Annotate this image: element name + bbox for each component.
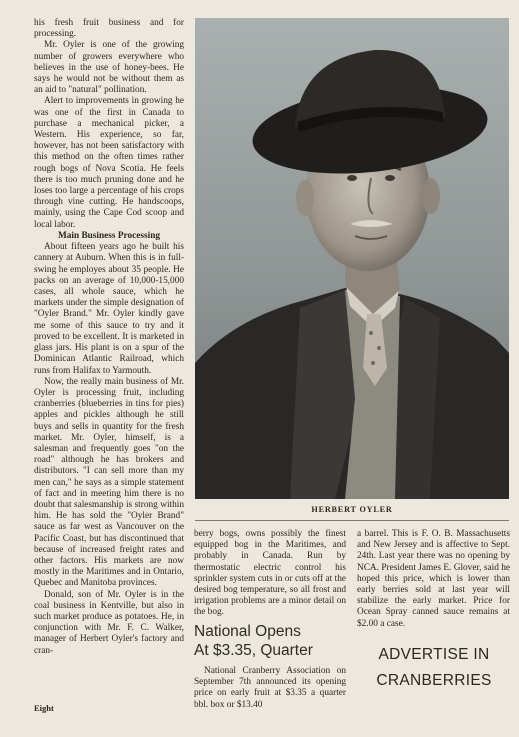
- caption-divider: [195, 520, 509, 521]
- article-paragraph: Mr. Oyler is one of the growing number of growers everywhere who believes in the use of honey-bees. He says he would not be without them as an aid to "natural" pollination.: [34, 40, 184, 96]
- advertisement-block: [365, 642, 503, 694]
- portrait-illustration: [195, 18, 509, 499]
- news-item: [194, 622, 346, 711]
- article-paragraph: Donald, son of Mr. Oyler is in the coal business in Kentville, but also in such market produce as potatoes. He, in conjunction with Mr. F. C. Walker, manager of Herbert Oyler's factory and cran-: [34, 589, 184, 656]
- right-article-column: [357, 529, 510, 630]
- news-headline-line: At $3.35, Quarter: [194, 642, 313, 659]
- advertisement-line: CRANBERRIES: [376, 672, 492, 689]
- news-headline-line: National Opens: [194, 623, 301, 640]
- news-body: National Cranberry Association on September 7th announced its opening price on early fruit at $3.35 a quarter bbl. box or $13.40: [194, 666, 346, 710]
- advertisement-line: ADVERTISE IN: [378, 646, 490, 663]
- left-article-column: [34, 18, 184, 657]
- article-paragraph: Alert to improvements in growing he was one of the first in Canada to purchase a mechanical picker, a Western. His experience, so far, however, has not been satisfactory with this method on the often times rather rough bogs of Nova Scotia. He feels there is too much pruning done and he loses too large a percentage of his crops through vine cutting. He handscoops, mainly, using the Cape Cod scoop and local labor.: [34, 96, 184, 230]
- article-paragraph: Now, the really main business of Mr. Oyler is processing fruit, including cranberries (blueberries in tins for pies) apples and pickles although he still buys and sells in quantity for the fresh market. Mr. Oyler, himself, is a salesman and frequently goes "on the road" although he has brokers and distributors. "I can sell more than my men can," he says as a simple statement of fact and in meeting him there is no doubt that salesmanship is strong within him. He has sold the "Oyler Brand" sauce as far west as Vancouver on the Pacific Coast, but has discontinued that because of increased freight rates and other factors. His markets are now mostly in the Maritimes and in Ontario, Quebec and Manitoba provinces.: [34, 376, 184, 589]
- article-paragraph: berry bogs, owns possibly the finest equipped bog in the Maritimes, and probably in Canada. Run by thermostatic electric control his sprinkler system cuts in or cuts off at the desired bog temperature, so all frost and irrigation problems are a minor detail on the bog.: [194, 529, 346, 618]
- article-paragraph: his fresh fruit business and for processing.: [34, 18, 184, 40]
- photo-caption: HERBERT OYLER: [311, 505, 393, 514]
- article-paragraph: a barrel. This is F. O. B. Massachusetts and New Jersey and is affective to Sept. 24th. Last year there was no opening by NCA. President James E. Glover, said he hoped this price, which is lower than early berries sold at last year will stabilize the early market. Price for Ocean Spray canned sauce remains at $2.00 a case.: [357, 529, 510, 629]
- portrait-photo: [195, 18, 509, 499]
- article-paragraph: About fifteen years ago he built his cannery at Auburn. When this is in full-swing he employes about 35 people. He packs on an average of 10,000-15,000 cases, all whole sauce, which he markets under the simple designation of "Oyler Brand." Mr. Oyler kindly gave me some of this sauce to try and it proved to be excellent. It is marketed in glass jars. His plant is on a spur of the Dominican Atlantic Railroad, which runs from Halifax to Yarmouth.: [34, 242, 184, 376]
- section-subhead: Main Business Processing: [57, 230, 161, 241]
- middle-article-column: [194, 529, 346, 619]
- news-headline: [194, 622, 346, 660]
- page-number: Eight: [34, 703, 54, 713]
